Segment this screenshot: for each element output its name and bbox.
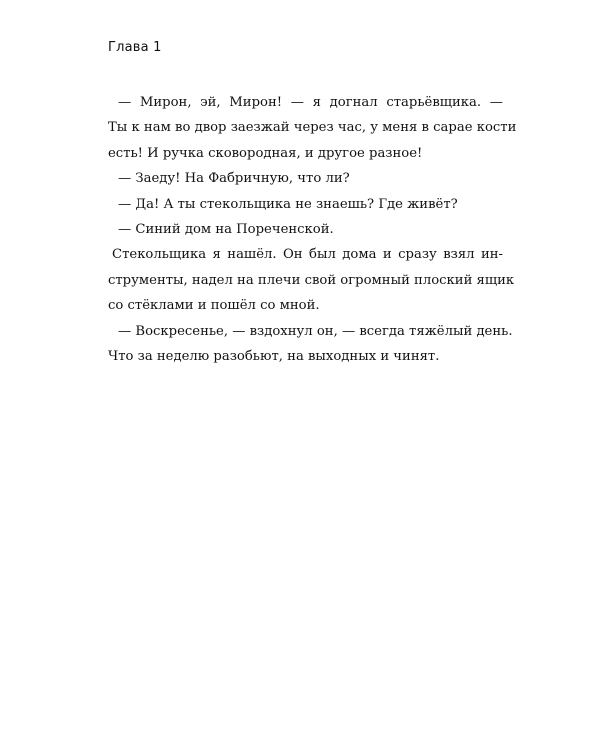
text-line: есть! И ручка сковородная, и другое разное! bbox=[108, 145, 423, 161]
text-line: Что за неделю разобьют, на выходных и чинят. bbox=[108, 348, 440, 364]
chapter-header: Глава 1 bbox=[108, 40, 162, 55]
text-line: струменты, надел на плечи свой огромный плоский ящик bbox=[108, 272, 515, 288]
text-line: Стекольщика я нашёл. Он был дома и сразу взял ин- bbox=[112, 247, 503, 263]
text-line: — Да! А ты стекольщика не знаешь? Где живёт? bbox=[118, 196, 458, 212]
text-line: — Заеду! На Фабричную, что ли? bbox=[118, 171, 350, 187]
text-line: — Мирон, эй, Мирон! — я догнал старьёвщика. — bbox=[118, 95, 503, 110]
text-line: — Синий дом на Пореченской. bbox=[118, 221, 334, 237]
text-line: со стёклами и пошёл со мной. bbox=[108, 298, 320, 314]
text-line: Ты к нам во двор заезжай через час, у меня в сарае кости bbox=[108, 120, 517, 136]
body-text bbox=[108, 90, 517, 369]
text-line: — Воскресенье, — вздохнул он, — всегда тяжёлый день. bbox=[118, 323, 513, 339]
